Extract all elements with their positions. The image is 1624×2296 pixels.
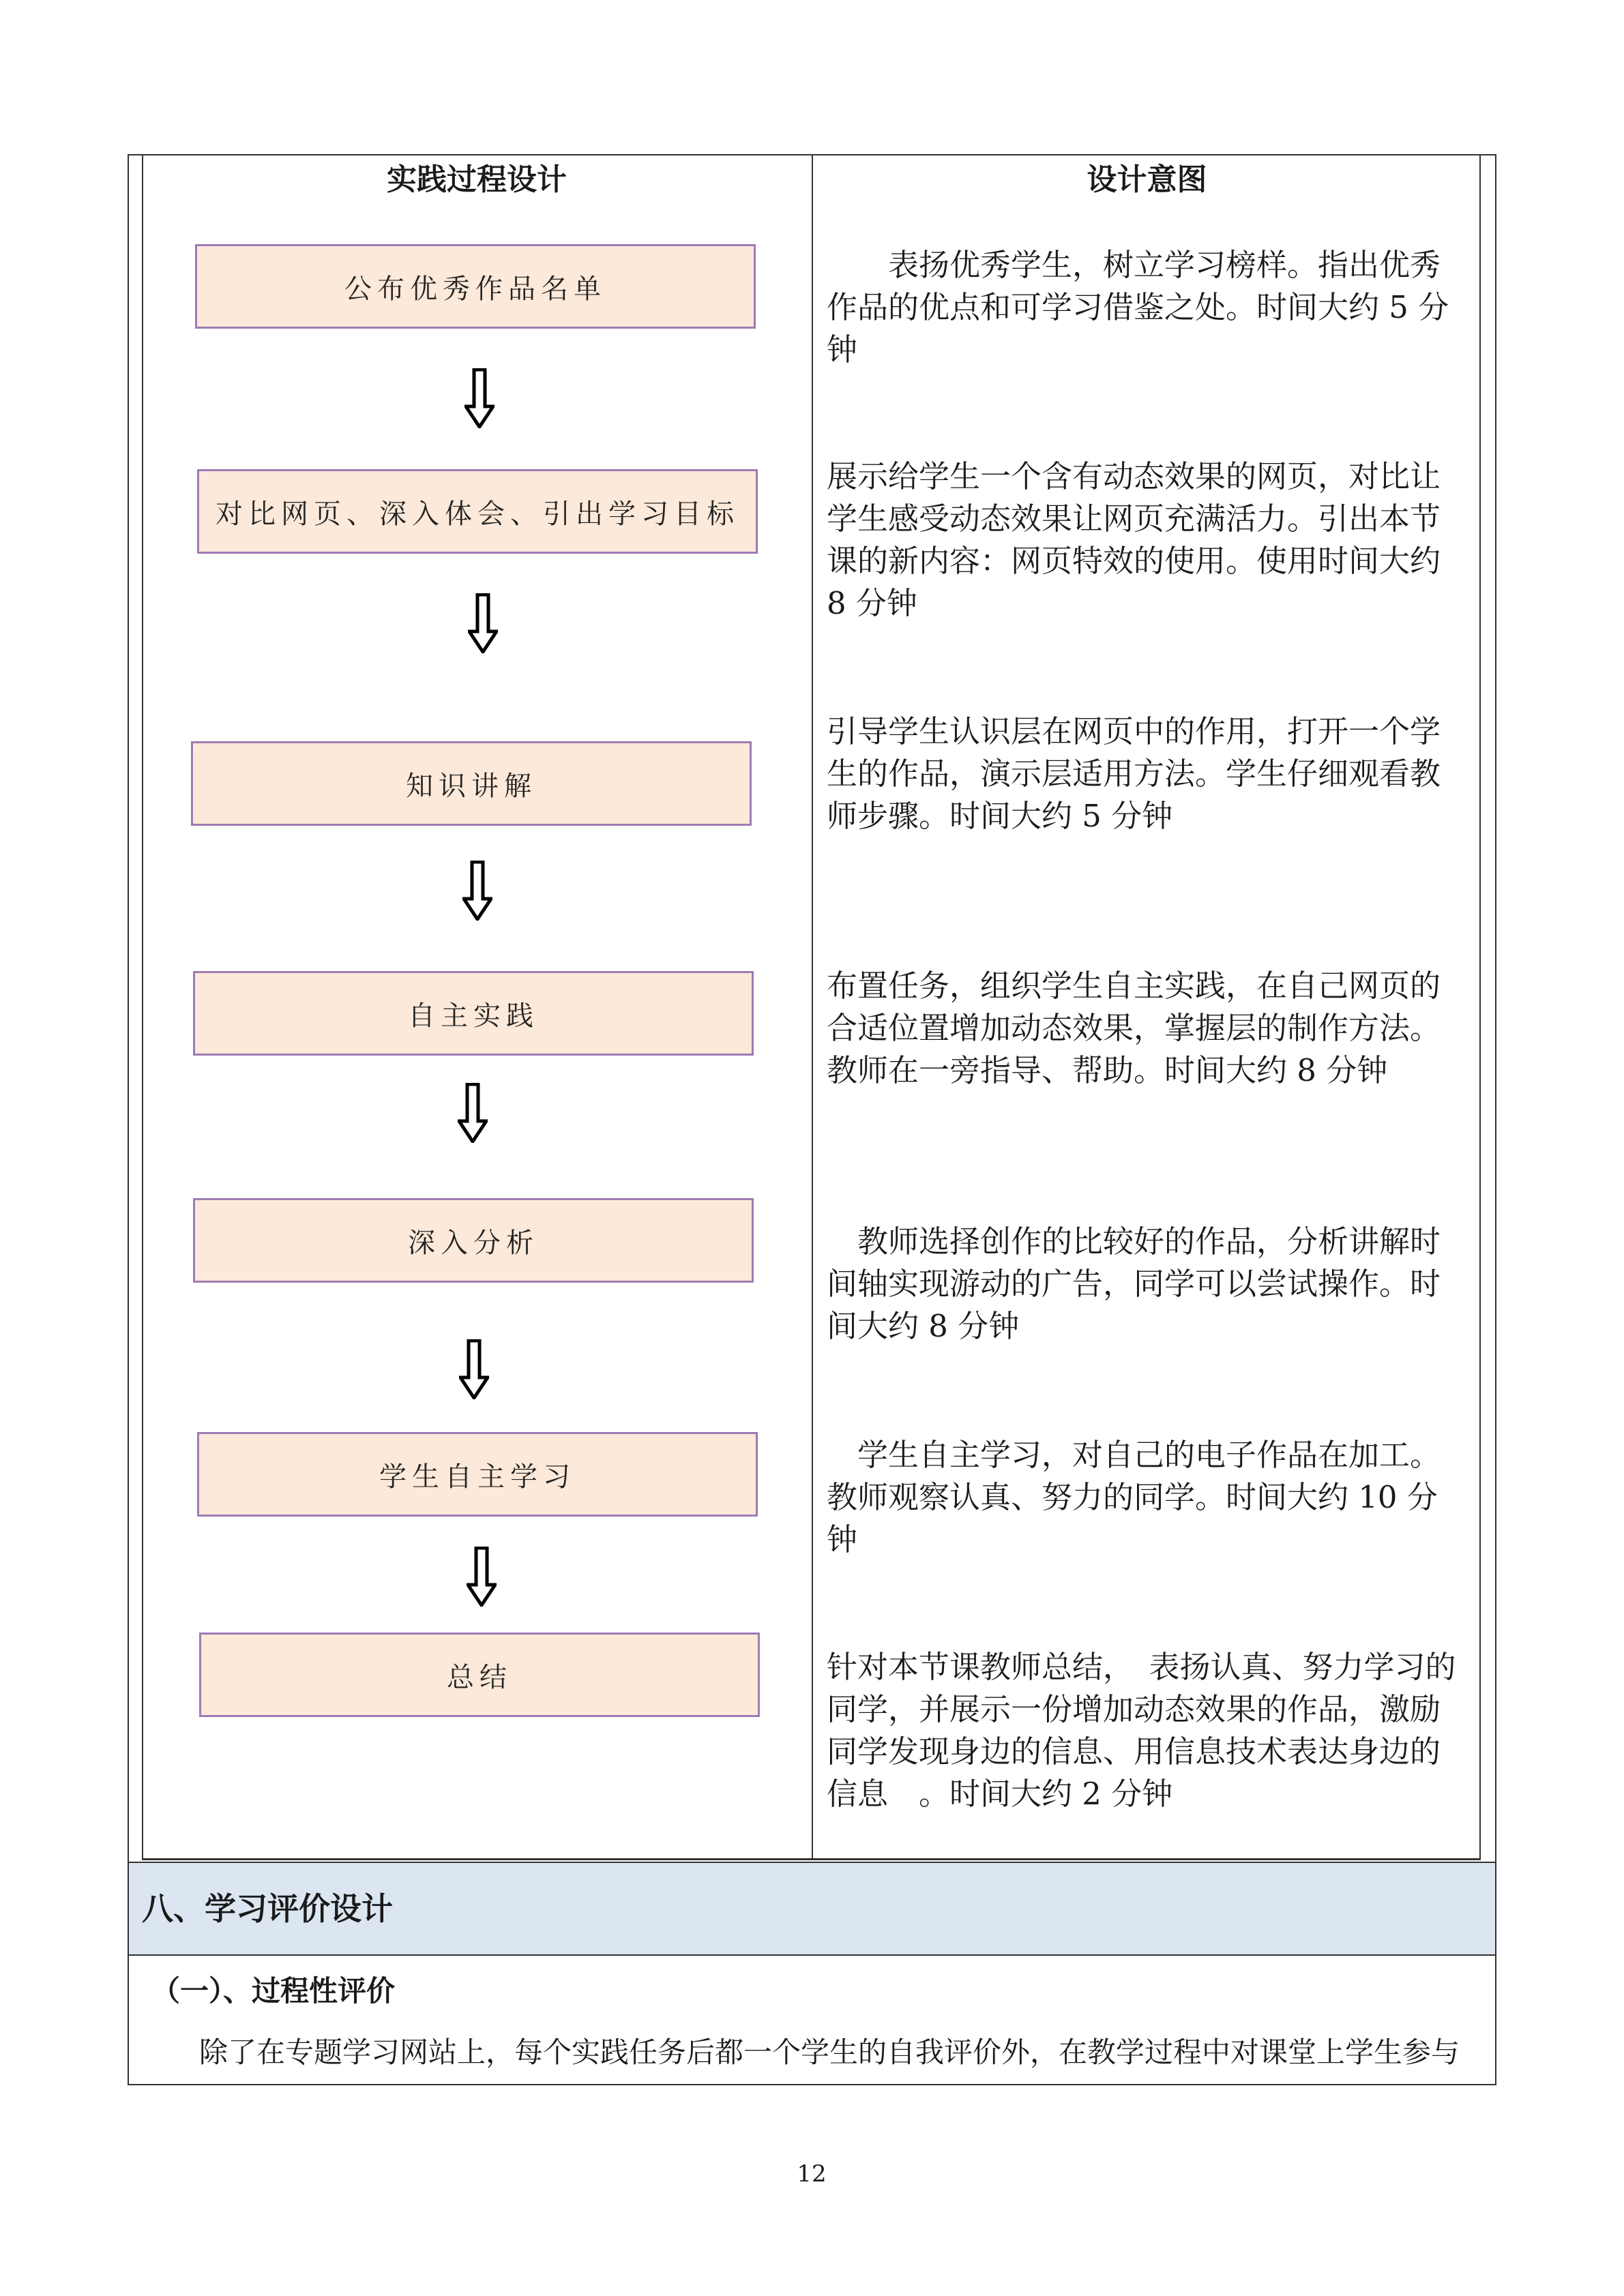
down-arrow-icon [467, 1547, 497, 1607]
design-intent-4: 布置任务，组织学生自主实践，在自己网页的合适位置增加动态效果，掌握层的制作方法。教师在一旁指导、帮助。时间大约 8 分钟 [827, 968, 1441, 1088]
flow-step-4: 自主实践 [193, 971, 754, 1056]
flow-step-7: 总结 [199, 1632, 760, 1717]
down-arrow-icon [464, 368, 494, 428]
flow-step-2: 对比网页、深入体会、引出学习目标 [197, 469, 758, 554]
down-arrow-icon [468, 593, 498, 653]
subsection-title: （一）、过程性评价 [151, 1974, 396, 2008]
section-title: 八、学习评价设计 [142, 1890, 393, 1927]
flow-step-6: 学生自主学习 [197, 1432, 758, 1517]
page-number: 12 [797, 2160, 827, 2188]
flow-step-3: 知识讲解 [191, 741, 752, 826]
down-arrow-icon [462, 861, 492, 921]
design-intent-5: 教师选择创作的比较好的作品，分析讲解时间轴实现游动的广告，同学可以尝试操作。时间大约 8 分钟 [827, 1223, 1441, 1344]
down-arrow-icon [459, 1339, 489, 1399]
design-intent-1: 表扬优秀学生，树立学习榜样。指出优秀作品的优点和可学习借鉴之处。时间大约 5 分钟 [827, 247, 1449, 368]
down-arrow-icon [458, 1083, 488, 1143]
flow-step-1: 公布优秀作品名单 [195, 244, 756, 329]
left-column-header: 实践过程设计 [387, 162, 567, 197]
right-column-header: 设计意图 [1087, 162, 1207, 197]
design-intent-6: 学生自主学习，对自己的电子作品在加工。 教师观察认真、努力的同学。时间大约 10 分钟 [827, 1437, 1441, 1557]
flow-step-5: 深入分析 [193, 1198, 754, 1283]
column-divider [812, 155, 813, 1860]
design-intent-2: 展示给学生一个含有动态效果的网页，对比让学生感受动态效果让网页充满活力。引出本节课的新内容：网页特效的使用。使用时间大约 8 分钟 [827, 458, 1441, 621]
body-paragraph: 除了在专题学习网站上，每个实践任务后都一个学生的自我评价外，在教学过程中对课堂上学生参与 [199, 2036, 1460, 2069]
design-intent-3: 引导学生认识层在网页中的作用，打开一个学生的作品，演示层适用方法。学生仔细观看教师步骤。时间大约 5 分钟 [827, 713, 1441, 834]
design-intent-7: 针对本节课教师总结， 表扬认真、努力学习的同学，并展示一份增加动态效果的作品，激励同学发现身边的信息、用信息技术表达身边的信息 。时间大约 2 分钟 [827, 1649, 1456, 1812]
